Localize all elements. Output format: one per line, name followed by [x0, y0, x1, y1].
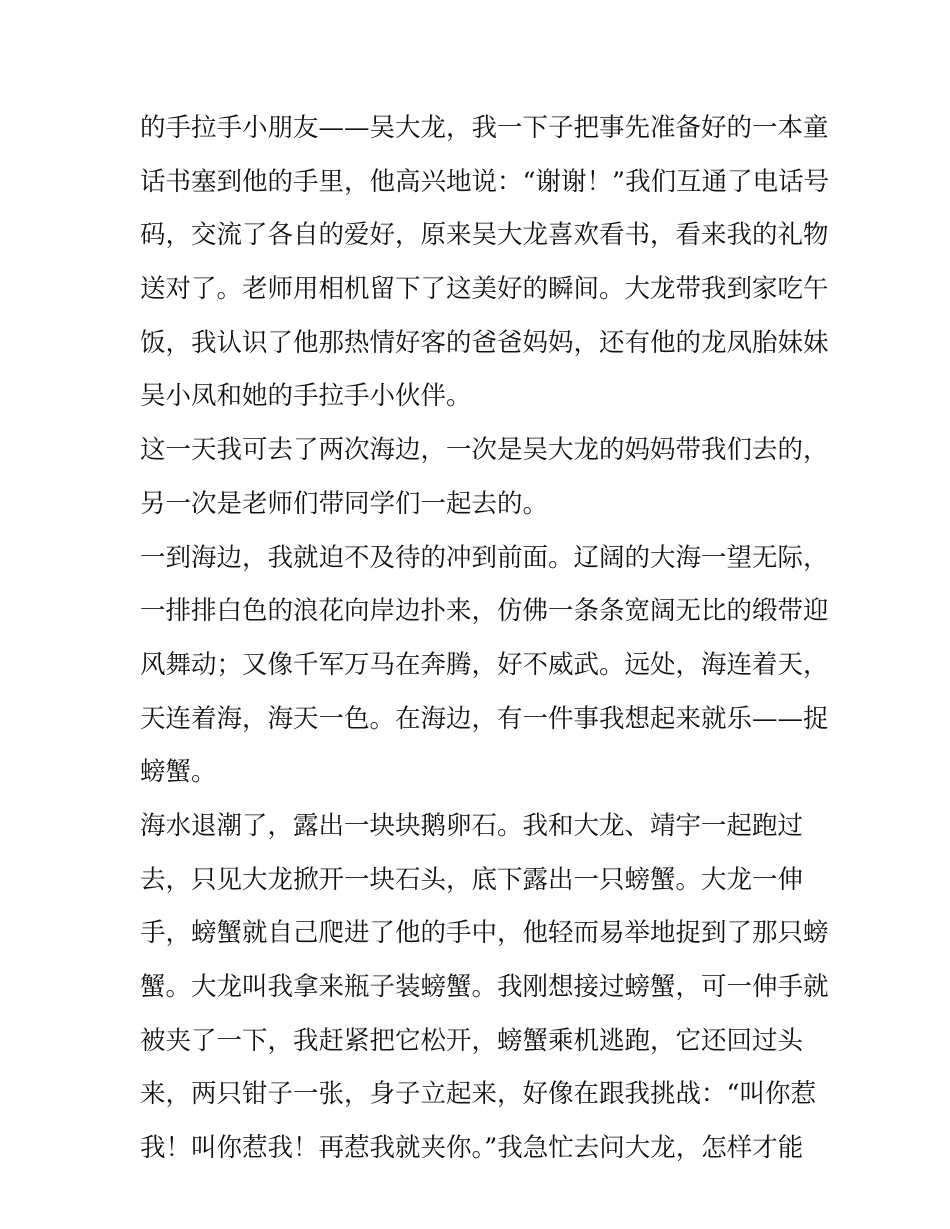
- body-text: [140, 102, 830, 1176]
- text-line-7: 这一天我可去了两次海边，一次是吴大龙的妈妈带我们去的，: [140, 435, 829, 466]
- text-line-10: 一排排白色的浪花向岸边扑来，仿佛一条条宽阔无比的缎带迎: [140, 596, 829, 627]
- text-line-19: 来，两只钳子一张，身子立起来，好像在跟我挑战：“叫你惹: [140, 1079, 817, 1110]
- text-line-16: 手，螃蟹就自己爬进了他的手中，他轻而易举地捉到了那只螃: [140, 918, 829, 949]
- text-line-12: 天连着海，海天一色。在海边，有一件事我想起来就乐——捉: [140, 703, 829, 734]
- text-line-9: 一到海边，我就迫不及待的冲到前面。辽阔的大海一望无际，: [140, 542, 829, 573]
- text-line-1: 的手拉手小朋友——吴大龙，我一下子把事先准备好的一本童: [140, 113, 829, 143]
- text-line-15: 去，只见大龙掀开一块石头，底下露出一只螃蟹。大龙一伸: [140, 864, 804, 895]
- text-line-5: 饭，我认识了他那热情好客的爸爸妈妈，还有他的龙凤胎妹妹: [140, 327, 829, 358]
- text-line-3: 码，交流了各自的爱好，原来吴大龙喜欢看书，看来我的礼物: [140, 220, 829, 251]
- text-line-8: 另一次是老师们带同学们一起去的。: [140, 488, 549, 519]
- text-line-20: 我！叫你惹我！再惹我就夹你。”我急忙去问大龙，怎样才能: [140, 1133, 804, 1164]
- text-line-18: 被夹了一下，我赶紧把它松开，螃蟹乘机逃跑，它还回过头: [140, 1025, 804, 1056]
- text-line-6: 吴小凤和她的手拉手小伙伴。: [140, 381, 472, 412]
- text-line-2: 话书塞到他的手里，他高兴地说：“谢谢！”我们互通了电话号: [140, 166, 830, 197]
- text-line-13: 螃蟹。: [140, 757, 217, 788]
- text-line-14: 海水退潮了，露出一块块鹅卵石。我和大龙、靖宇一起跑过: [140, 810, 804, 841]
- text-line-17: 蟹。大龙叫我拿来瓶子装螃蟹。我刚想接过螃蟹，可一伸手就: [140, 972, 829, 1002]
- text-line-4: 送对了。老师用相机留下了这美好的瞬间。大龙带我到家吃午: [140, 274, 829, 305]
- text-line-11: 风舞动；又像千军万马在奔腾，好不威武。远处，海连着天，: [140, 649, 829, 680]
